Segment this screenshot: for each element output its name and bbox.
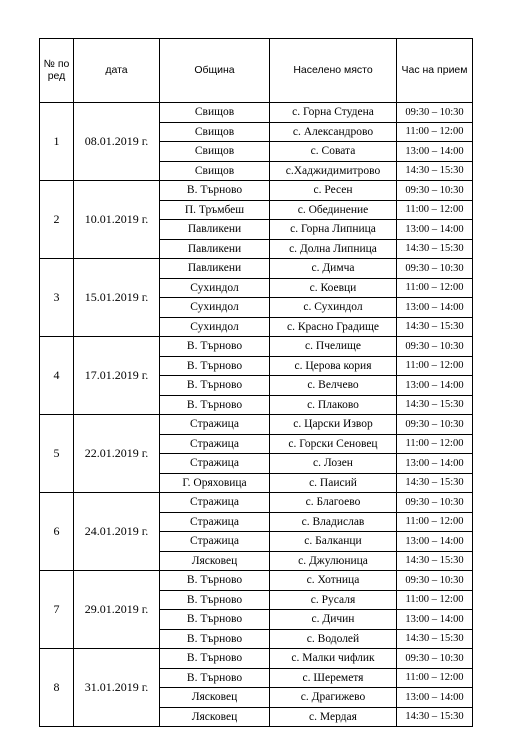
municipality-cell: Сухиндол [160,278,270,298]
header-row [40,39,473,103]
settlement-cell: с.Хаджидимитрово [270,161,397,181]
time-cell: 09:30 – 10:30 [397,649,473,669]
table-row [40,337,473,357]
municipality-cell: В. Търново [160,395,270,415]
municipality-cell: В. Търново [160,629,270,649]
time-cell: 14:30 – 15:30 [397,239,473,259]
municipality-cell: Лясковец [160,707,270,727]
time-cell: 11:00 – 12:00 [397,668,473,688]
municipality-cell: Сухиндол [160,317,270,337]
municipality-cell: Стражица [160,532,270,552]
municipality-cell: В. Търново [160,649,270,669]
settlement-cell: с. Церова кория [270,356,397,376]
group-number: 5 [40,415,74,493]
settlement-cell: с. Мердая [270,707,397,727]
time-cell: 09:30 – 10:30 [397,415,473,435]
municipality-cell: Павликени [160,220,270,240]
municipality-cell: Лясковец [160,688,270,708]
settlement-cell: с. Драгижево [270,688,397,708]
municipality-cell: В. Търново [160,356,270,376]
group-number: 4 [40,337,74,415]
group-date: 31.01.2019 г. [74,649,160,727]
settlement-cell: с. Балканци [270,532,397,552]
settlement-cell: с. Джулюница [270,551,397,571]
settlement-cell: с. Горски Сеновец [270,434,397,454]
schedule-table [39,38,473,727]
time-cell: 11:00 – 12:00 [397,590,473,610]
municipality-cell: Свищов [160,142,270,162]
settlement-cell: с. Шереметя [270,668,397,688]
group-date: 24.01.2019 г. [74,493,160,571]
municipality-cell: Стражица [160,434,270,454]
group-date: 17.01.2019 г. [74,337,160,415]
municipality-cell: Сухиндол [160,298,270,318]
time-cell: 14:30 – 15:30 [397,551,473,571]
time-cell: 14:30 – 15:30 [397,473,473,493]
time-cell: 09:30 – 10:30 [397,103,473,123]
settlement-cell: с. Сухиндол [270,298,397,318]
settlement-cell: с. Ресен [270,181,397,201]
settlement-cell: с. Русаля [270,590,397,610]
municipality-cell: В. Търново [160,571,270,591]
municipality-cell: Лясковец [160,551,270,571]
municipality-cell: Г. Оряховица [160,473,270,493]
table-row [40,571,473,591]
municipality-cell: В. Търново [160,590,270,610]
settlement-cell: с. Хотница [270,571,397,591]
municipality-cell: Свищов [160,161,270,181]
time-cell: 11:00 – 12:00 [397,356,473,376]
group-date: 10.01.2019 г. [74,181,160,259]
municipality-cell: Стражица [160,454,270,474]
settlement-cell: с. Лозен [270,454,397,474]
settlement-cell: с. Владислав [270,512,397,532]
time-cell: 09:30 – 10:30 [397,337,473,357]
table-row [40,415,473,435]
header-settlement: Населено място [270,39,397,103]
municipality-cell: В. Търново [160,181,270,201]
settlement-cell: с. Малки чифлик [270,649,397,669]
time-cell: 11:00 – 12:00 [397,122,473,142]
header-municipality: Община [160,39,270,103]
time-cell: 11:00 – 12:00 [397,278,473,298]
group-date: 08.01.2019 г. [74,103,160,181]
group-number: 7 [40,571,74,649]
settlement-cell: с. Благоево [270,493,397,513]
header-time: Час на прием [397,39,473,103]
group-number: 6 [40,493,74,571]
time-cell: 09:30 – 10:30 [397,571,473,591]
municipality-cell: П. Тръмбеш [160,200,270,220]
time-cell: 13:00 – 14:00 [397,142,473,162]
settlement-cell: с. Горна Липница [270,220,397,240]
municipality-cell: В. Търново [160,337,270,357]
settlement-cell: с. Красно Градище [270,317,397,337]
table-row [40,649,473,669]
time-cell: 11:00 – 12:00 [397,200,473,220]
municipality-cell: Свищов [160,103,270,123]
settlement-cell: с. Дичин [270,610,397,630]
time-cell: 09:30 – 10:30 [397,493,473,513]
municipality-cell: Стражица [160,415,270,435]
settlement-cell: с. Горна Студена [270,103,397,123]
settlement-cell: с. Долна Липница [270,239,397,259]
table-row [40,181,473,201]
settlement-cell: с. Плаково [270,395,397,415]
time-cell: 11:00 – 12:00 [397,434,473,454]
group-number: 2 [40,181,74,259]
municipality-cell: Стражица [160,493,270,513]
header-num: № по ред [40,39,74,103]
municipality-cell: В. Търново [160,610,270,630]
time-cell: 14:30 – 15:30 [397,629,473,649]
time-cell: 09:30 – 10:30 [397,259,473,279]
municipality-cell: Свищов [160,122,270,142]
time-cell: 14:30 – 15:30 [397,707,473,727]
schedule-body [40,103,473,727]
time-cell: 13:00 – 14:00 [397,532,473,552]
time-cell: 14:30 – 15:30 [397,395,473,415]
settlement-cell: с. Царски Извор [270,415,397,435]
settlement-cell: с. Александрово [270,122,397,142]
settlement-cell: с. Пчелище [270,337,397,357]
table-row [40,103,473,123]
time-cell: 13:00 – 14:00 [397,298,473,318]
time-cell: 09:30 – 10:30 [397,181,473,201]
group-number: 8 [40,649,74,727]
time-cell: 14:30 – 15:30 [397,317,473,337]
municipality-cell: Павликени [160,239,270,259]
settlement-cell: с. Велчево [270,376,397,396]
settlement-cell: с. Водолей [270,629,397,649]
group-date: 22.01.2019 г. [74,415,160,493]
municipality-cell: В. Търново [160,376,270,396]
settlement-cell: с. Совата [270,142,397,162]
time-cell: 13:00 – 14:00 [397,688,473,708]
header-date: дата [74,39,160,103]
table-row [40,259,473,279]
settlement-cell: с. Обединение [270,200,397,220]
time-cell: 13:00 – 14:00 [397,220,473,240]
municipality-cell: Стражица [160,512,270,532]
time-cell: 11:00 – 12:00 [397,512,473,532]
municipality-cell: В. Търново [160,668,270,688]
group-number: 1 [40,103,74,181]
group-date: 15.01.2019 г. [74,259,160,337]
time-cell: 13:00 – 14:00 [397,376,473,396]
time-cell: 13:00 – 14:00 [397,454,473,474]
table-row [40,493,473,513]
time-cell: 13:00 – 14:00 [397,610,473,630]
settlement-cell: с. Коевци [270,278,397,298]
time-cell: 14:30 – 15:30 [397,161,473,181]
municipality-cell: Павликени [160,259,270,279]
settlement-cell: с. Димча [270,259,397,279]
group-number: 3 [40,259,74,337]
group-date: 29.01.2019 г. [74,571,160,649]
settlement-cell: с. Паисий [270,473,397,493]
